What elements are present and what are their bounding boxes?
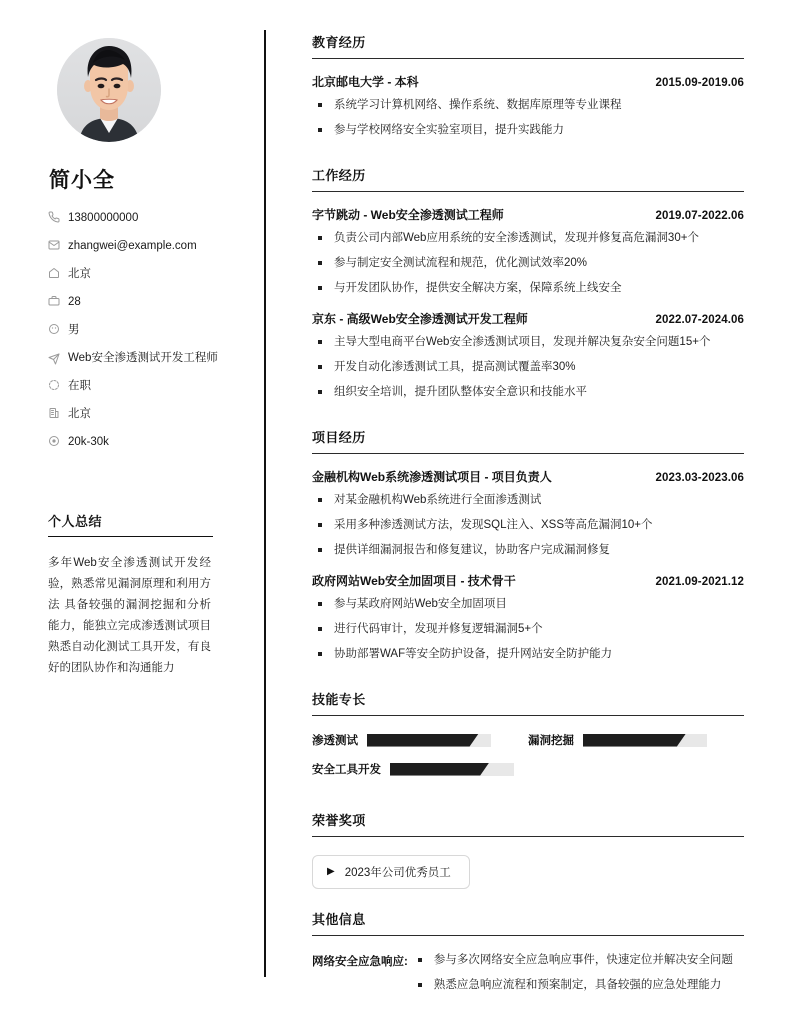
honors-section <box>312 810 744 889</box>
entry-bullets <box>312 97 744 138</box>
spacer <box>312 792 744 810</box>
entry-title: 金融机构Web系统渗透测试项目 - 项目负责人 <box>312 470 552 484</box>
entry-bullets <box>312 492 744 558</box>
bullet-item: 与开发团队协作，提供安全解决方案，保障系统上线安全 <box>312 280 744 296</box>
contact-value-city: 北京 <box>68 268 91 280</box>
other-key: 网络安全应急响应: <box>312 956 408 968</box>
entry-title: 京东 - 高级Web安全渗透测试开发工程师 <box>312 312 528 326</box>
entry-header <box>312 468 744 485</box>
contact-list <box>48 210 235 451</box>
bullet-item: 参与某政府网站Web安全加固项目 <box>312 596 744 612</box>
bullet-item: 参与制定安全测试流程和规范，优化测试效率20% <box>312 255 744 271</box>
entry-date: 2019.07-2022.06 <box>655 210 744 222</box>
contact-value-email: zhangwei@example.com <box>68 240 197 252</box>
other-heading: 其他信息 <box>312 909 744 936</box>
contact-value-workplace: 北京 <box>68 408 91 420</box>
skill-progress-fill <box>583 734 686 747</box>
entry-bullets <box>312 334 744 400</box>
bullet-item: 进行代码审计，发现并修复逻辑漏洞5+个 <box>312 621 744 637</box>
phone-icon <box>48 210 68 223</box>
summary-heading: 个人总结 <box>48 511 213 537</box>
envelope-icon <box>48 238 68 251</box>
entry-bullets <box>312 596 744 662</box>
home-icon <box>48 266 68 279</box>
spacer <box>312 671 744 689</box>
honors-heading: 荣誉奖项 <box>312 810 744 837</box>
contact-value-phone: 13800000000 <box>68 212 139 224</box>
bullet-item: 采用多种渗透测试方法，发现SQL注入、XSS等高危漏洞10+个 <box>312 517 744 533</box>
main-content <box>265 0 794 1018</box>
education-entry <box>312 73 744 138</box>
work-entry <box>312 206 744 296</box>
job-title-icon <box>48 352 68 365</box>
entry-header <box>312 310 744 327</box>
summary-text: 多年Web安全渗透测试开发经验，熟悉常见漏洞原理和利用方法 具备较强的漏洞挖掘和分析能力，能独立完成渗透测试项目 熟悉自动化测试工具开发，有良好的团队协作和沟通能力 <box>48 557 211 674</box>
projects-section <box>312 427 744 662</box>
entry-header <box>312 73 744 90</box>
honors-list <box>312 855 744 889</box>
other-values <box>412 952 744 1002</box>
contact-row-status <box>48 378 235 395</box>
entry-title: 政府网站Web安全加固项目 - 技术骨干 <box>312 574 516 588</box>
contact-row-phone <box>48 210 235 227</box>
entry-header <box>312 572 744 589</box>
status-icon <box>48 378 68 391</box>
contact-row-gender <box>48 322 235 339</box>
entry-date: 2023.03-2023.06 <box>655 472 744 484</box>
contact-row-workplace <box>48 406 235 423</box>
skill-progress-fill <box>367 734 479 747</box>
skill-progress-track <box>583 734 707 747</box>
skill-label: 漏洞挖掘 <box>528 735 574 747</box>
bullet-item: 熟悉应急响应流程和预案制定，具备较强的应急处理能力 <box>412 977 744 993</box>
contact-value-job-title: Web安全渗透测试开发工程师 <box>68 352 218 364</box>
contact-value-status: 在职 <box>68 380 91 392</box>
work-heading: 工作经历 <box>312 165 744 192</box>
bullet-item: 组织安全培训，提升团队整体安全意识和技能水平 <box>312 384 744 400</box>
contact-row-city <box>48 266 235 283</box>
person-name: 简小全 <box>49 169 115 192</box>
spacer <box>312 147 744 165</box>
entry-date: 2021.09-2021.12 <box>655 576 744 588</box>
building-icon <box>48 406 68 419</box>
skill-item <box>312 732 528 748</box>
salary-icon <box>48 434 68 447</box>
project-entry <box>312 572 744 662</box>
skill-label: 安全工具开发 <box>312 764 381 776</box>
bullet-item: 参与多次网络安全应急响应事件，快速定位并解决安全问题 <box>412 952 744 968</box>
contact-value-age: 28 <box>68 296 81 308</box>
other-section <box>312 909 744 1002</box>
skill-item <box>528 732 744 748</box>
column-divider <box>264 30 266 977</box>
skills-list <box>312 732 744 790</box>
play-triangle-icon: ▶ <box>327 866 335 877</box>
entry-date: 2015.09-2019.06 <box>655 77 744 89</box>
gender-icon <box>48 322 68 335</box>
skill-progress-track <box>367 734 491 747</box>
spacer <box>312 891 744 909</box>
bullet-item: 主导大型电商平台Web安全渗透测试项目，发现并解决复杂安全问题15+个 <box>312 334 744 350</box>
contact-row-job-title <box>48 350 235 367</box>
entry-header <box>312 206 744 223</box>
contact-value-gender: 男 <box>68 324 80 336</box>
skill-item <box>312 761 528 777</box>
sidebar <box>0 0 265 1018</box>
skill-progress-fill <box>390 763 489 776</box>
bullet-item: 系统学习计算机网络、操作系统、数据库原理等专业课程 <box>312 97 744 113</box>
entry-date: 2022.07-2024.06 <box>655 314 744 326</box>
project-entry <box>312 468 744 558</box>
skills-heading: 技能专长 <box>312 689 744 716</box>
summary-section <box>48 511 235 679</box>
contact-row-salary <box>48 434 235 451</box>
work-entry <box>312 310 744 400</box>
honor-chip[interactable] <box>312 855 470 889</box>
skill-label: 渗透测试 <box>312 735 358 747</box>
bullet-item: 开发自动化渗透测试工具，提高测试覆盖率30% <box>312 359 744 375</box>
bullet-item: 协助部署WAF等安全防护设备，提升网站安全防护能力 <box>312 646 744 662</box>
entry-title: 字节跳动 - Web安全渗透测试工程师 <box>312 208 504 222</box>
bullet-item: 负责公司内部Web应用系统的安全渗透测试，发现并修复高危漏洞30+个 <box>312 230 744 246</box>
skill-progress-track <box>390 763 514 776</box>
bullet-item: 参与学校网络安全实验室项目，提升实践能力 <box>312 122 744 138</box>
projects-heading: 项目经历 <box>312 427 744 454</box>
education-section <box>312 32 744 138</box>
entry-bullets <box>312 230 744 296</box>
contact-value-salary: 20k-30k <box>68 436 109 448</box>
education-heading: 教育经历 <box>312 32 744 59</box>
briefcase-icon <box>48 294 68 307</box>
spacer <box>312 409 744 427</box>
skills-section <box>312 689 744 790</box>
avatar <box>57 38 161 142</box>
honor-label: 2023年公司优秀员工 <box>344 867 451 879</box>
work-section <box>312 165 744 400</box>
contact-row-email <box>48 238 235 255</box>
bullet-item: 对某金融机构Web系统进行全面渗透测试 <box>312 492 744 508</box>
contact-row-age <box>48 294 235 311</box>
bullet-item: 提供详细漏洞报告和修复建议，协助客户完成漏洞修复 <box>312 542 744 558</box>
other-row <box>312 952 744 1002</box>
entry-title: 北京邮电大学 - 本科 <box>312 75 419 89</box>
